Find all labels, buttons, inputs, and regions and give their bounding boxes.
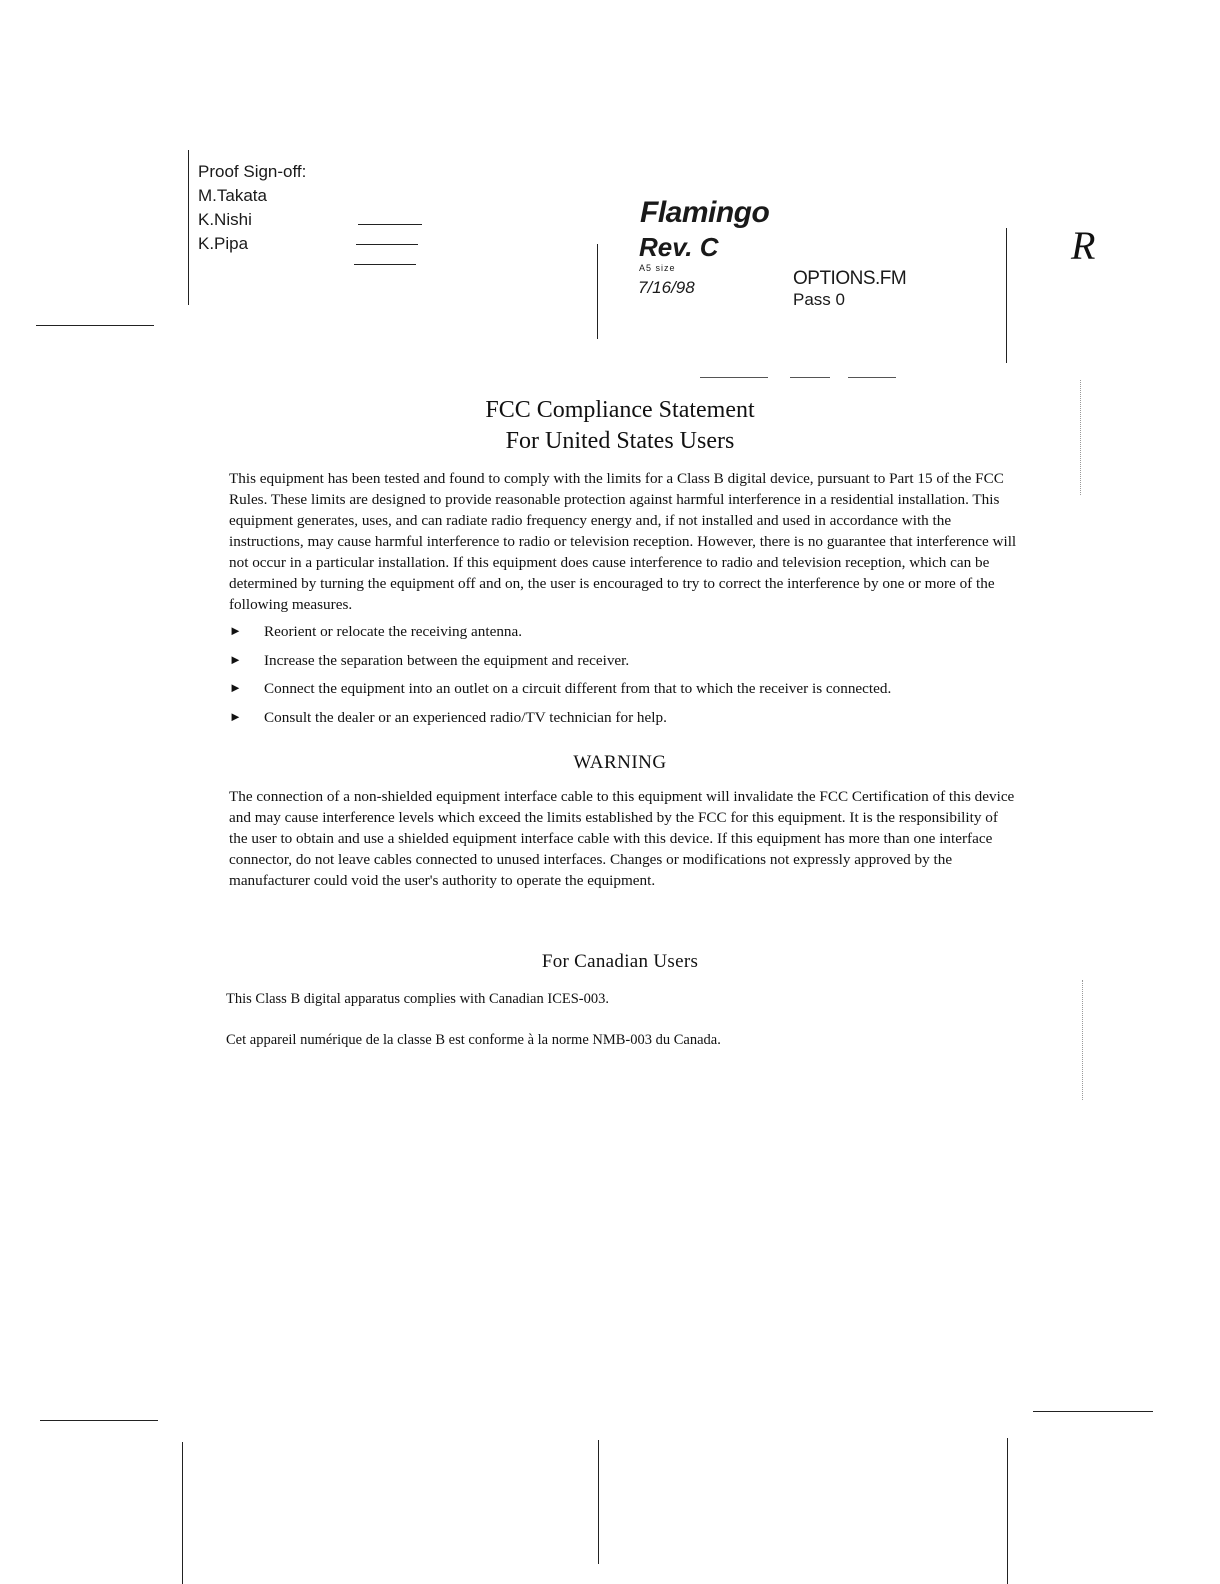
- stamp-bracket-left: [597, 244, 598, 339]
- bottom-bracket-left: [182, 1442, 183, 1584]
- revision-label: Rev. C: [639, 232, 719, 262]
- measures-list: [229, 623, 1019, 737]
- crop-mark-bottom-left: [40, 1420, 158, 1421]
- signoff-bracket: [188, 150, 189, 305]
- signoff-name-3: K.Pipa: [198, 234, 249, 253]
- canada-french-statement: Cet appareil numérique de la classe B est conforme à la norme NMB-003 du Canada.: [226, 1032, 721, 1048]
- crop-mark-bottom-right: [1033, 1411, 1153, 1412]
- fcc-subtitle: For United States Users: [505, 428, 735, 454]
- proof-signoff: [198, 160, 306, 256]
- signoff-title: Proof Sign-off:: [198, 162, 307, 181]
- signature-line-2: [356, 244, 418, 245]
- file-name: OPTIONS.FM: [793, 268, 907, 289]
- signature-line-1: [358, 224, 422, 225]
- size-note: A5 size: [639, 263, 676, 273]
- pass-label: Pass 0: [793, 290, 845, 309]
- scan-dots-2: [1082, 980, 1083, 1100]
- measure-text: Increase the separation between the equipment and receiver.: [264, 651, 630, 669]
- dash-mark-3: [848, 377, 896, 378]
- measure-text: Connect the equipment into an outlet on a circuit different from that to which the receiver is connected.: [264, 680, 892, 697]
- corner-registration-mark: R: [1071, 223, 1096, 268]
- bottom-bracket-center: [598, 1440, 599, 1564]
- stamp-bracket-right: [1006, 228, 1007, 363]
- bullet-icon: ►: [229, 680, 242, 695]
- warning-heading: WARNING: [573, 752, 667, 773]
- crop-mark-top-left: [36, 325, 154, 326]
- signoff-name-2: K.Nishi: [198, 210, 252, 229]
- canada-english-statement: This Class B digital apparatus complies with Canadian ICES-003.: [226, 991, 609, 1007]
- bullet-icon: ►: [229, 623, 242, 638]
- signature-line-3: [354, 264, 416, 265]
- stamp-date: 7/16/98: [638, 278, 695, 297]
- fcc-paragraph: This equipment has been tested and found to comply with the limits for a Class B digital device, pursuant to Part 15 of the FCC Rules. These limits are designed to provide reasonable protection against harmful interference in a residential installation. This equipment generates, uses, and can radiate radio frequency energy and, if not installed and used in accordance with the instructions, may cause harmful interference to radio or television reception. However, there is no guarantee that interference will not occur in a particular installation. If this equipment does cause interference to radio and television reception, which can be determined by turning the equipment off and on, the user is encouraged to try to correct the interference by one or more of the following measures.: [229, 470, 1017, 613]
- list-item: [229, 623, 1019, 652]
- canada-heading: For Canadian Users: [541, 951, 699, 972]
- warning-paragraph: The connection of a non-shielded equipment interface cable to this equipment will invalidate the FCC Certification of this device and may cause interference levels which exceed the limits established by the FCC for this equipment. It is the responsibility of the user to obtain and use a shielded equipment interface cable with this device. If this equipment has more than one interface connector, do not leave cables connected to unused interfaces. Changes or modifications not expressly approved by the manufacturer could void the user's authority to operate the equipment.: [229, 788, 1015, 889]
- project-name: Flamingo: [640, 196, 770, 229]
- list-item: [229, 680, 1019, 709]
- list-item: [229, 652, 1019, 681]
- list-item: [229, 709, 1019, 738]
- bullet-icon: ►: [229, 651, 242, 667]
- signoff-name-1: M.Takata: [198, 186, 267, 205]
- measure-text: Reorient or relocate the receiving antenna.: [264, 623, 523, 640]
- fcc-title: FCC Compliance Statement: [485, 397, 755, 423]
- dash-mark-2: [790, 377, 830, 378]
- measure-text: Consult the dealer or an experienced radio/TV technician for help.: [264, 708, 667, 726]
- dash-mark-1: [700, 377, 768, 378]
- bullet-icon: ►: [229, 708, 242, 724]
- fcc-heading: [0, 395, 1220, 457]
- bottom-bracket-right: [1007, 1438, 1008, 1584]
